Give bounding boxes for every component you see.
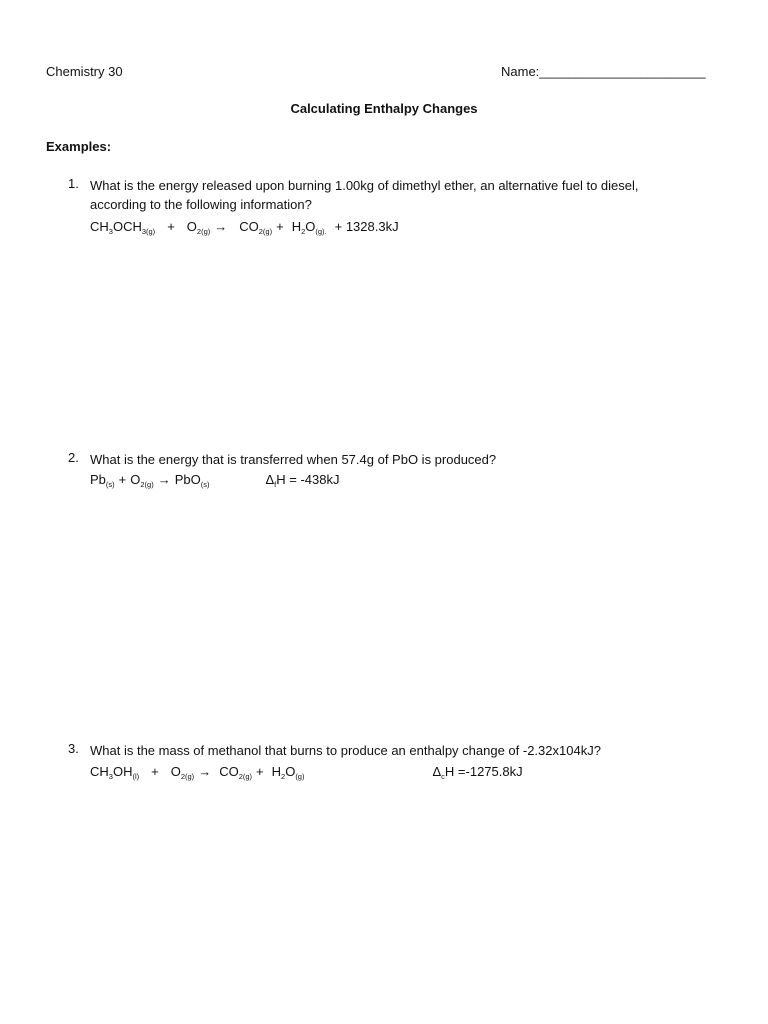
name-field-label: Name:_______________________: [501, 64, 706, 79]
page-title: Calculating Enthalpy Changes: [290, 101, 478, 116]
examples-heading: Examples:: [46, 139, 112, 154]
eq1-arrow-icon: →: [214, 219, 228, 234]
question-1-number: 1.: [68, 176, 79, 191]
eq3-product-1: $CO_{2(g)}$: [219, 764, 253, 781]
eq1-energy: + 1328.3kJ: [334, 219, 399, 234]
question-2-number: 2.: [68, 450, 79, 465]
eq1-reactant-2: $O_{2(g)}$: [186, 219, 211, 236]
eq3-arrow-icon: →: [198, 764, 212, 779]
question-2-line-1: What is the energy that is transferred when 57.4g of PbO is produced?: [90, 452, 497, 467]
question-2-equation: [90, 472, 340, 487]
question-3-text: [90, 741, 601, 760]
question-2-text: [90, 450, 496, 469]
eq2-arrow-icon: →: [157, 472, 171, 487]
course-label: Chemistry 30: [46, 64, 123, 79]
eq1-product-1: $CO_{2(g)}$: [239, 219, 273, 236]
question-3-equation: [90, 764, 523, 779]
eq1-plus-1: +: [167, 219, 175, 234]
eq3-reactant-1: $CH_3OH_{(l)}$: [90, 764, 140, 781]
question-1-line-1: What is the energy released upon burning 1.00kg of dimethyl ether, an alternative fuel to diesel,: [90, 178, 639, 193]
eq2-enthalpy: $\Delta_fH = -438kJ$: [265, 472, 340, 489]
eq3-reactant-2: $O_{2(g)}$: [170, 764, 195, 781]
eq1-plus-2: +: [276, 219, 284, 234]
eq3-product-2: $H_2O_{(g)}$: [271, 764, 305, 781]
eq3-plus-1: +: [151, 764, 159, 779]
eq2-product-1: PbO$_{(s)}$: [174, 472, 210, 489]
eq1-product-2: $H_2O_{(g).}$: [291, 219, 327, 236]
question-1-equation: [90, 219, 399, 234]
eq3-plus-2: +: [256, 764, 264, 779]
eq2-reactant-2: $O_{2(g)}$: [130, 472, 154, 489]
eq2-plus-1: +: [118, 472, 127, 487]
eq1-reactant-1: $CH_3OCH_{3(g)}$: [90, 219, 156, 236]
question-3-line-1: What is the mass of methanol that burns to produce an enthalpy change of -2.32x104kJ?: [90, 743, 601, 758]
question-1-line-2: according to the following information?: [90, 197, 312, 212]
eq2-reactant-1: $Pb_{(s)}$: [90, 472, 115, 489]
question-3-number: 3.: [68, 741, 79, 756]
eq3-enthalpy: $\Delta_cH =-1275.8kJ$: [432, 764, 523, 781]
question-1-text: [90, 176, 639, 214]
